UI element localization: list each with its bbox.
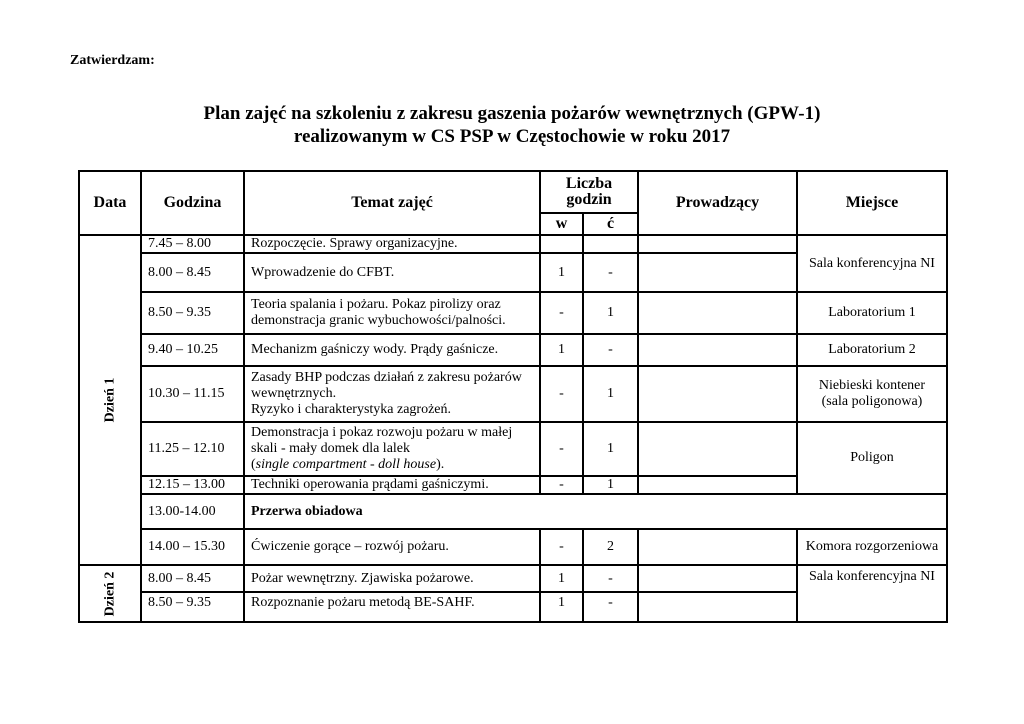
hours-w-cell: 1 (540, 253, 583, 292)
topic-cell: Ćwiczenie gorące – rozwój pożaru. (244, 529, 540, 565)
hours-w-cell: - (540, 292, 583, 334)
schedule-table (78, 170, 948, 623)
time-cell: 8.50 – 9.35 (141, 592, 244, 622)
time-cell: 10.30 – 11.15 (141, 366, 244, 422)
topic-cell: Rozpoczęcie. Sprawy organizacyjne. (244, 235, 540, 253)
instructor-cell (638, 565, 797, 592)
instructor-cell (638, 334, 797, 366)
hours-c-cell: 1 (583, 292, 638, 334)
topic-line: Ryzyko i charakterystyka zagrożeń. (251, 402, 452, 417)
instructor-cell (638, 253, 797, 292)
instructor-cell (638, 592, 797, 622)
instructor-cell (638, 476, 797, 494)
instructor-cell (638, 235, 797, 253)
table-row (79, 235, 947, 253)
time-cell: 9.40 – 10.25 (141, 334, 244, 366)
hours-w-cell: - (540, 529, 583, 565)
header-temat: Temat zajęć (244, 171, 540, 235)
topic-close-paren: ). (436, 457, 445, 472)
time-cell: 7.45 – 8.00 (141, 235, 244, 253)
header-prowadzacy: Prowadzący (638, 171, 797, 235)
topic-line: Zasady BHP podczas działań z zakresu pożarów wewnętrznych. (251, 370, 522, 401)
topic-cell: Pożar wewnętrzny. Zjawiska pożarowe. (244, 565, 540, 592)
hours-w-cell: 1 (540, 565, 583, 592)
approval-label: Zatwierdzam: (70, 53, 155, 68)
table-row (79, 494, 947, 529)
time-cell: 12.15 – 13.00 (141, 476, 244, 494)
hours-c-cell: - (583, 565, 638, 592)
hours-c-cell: - (583, 253, 638, 292)
hours-w-cell (540, 235, 583, 253)
topic-line: Demonstracja i pokaz rozwoju pożaru w małej skali - mały domek dla lalek (251, 425, 513, 456)
table-row (79, 529, 947, 565)
hours-c-cell: 2 (583, 529, 638, 565)
table-row (79, 292, 947, 334)
instructor-cell (638, 529, 797, 565)
header-c: ć (583, 213, 638, 235)
hours-w-cell: - (540, 366, 583, 422)
table-row (79, 422, 947, 476)
topic-cell (244, 366, 540, 422)
day-1-cell (79, 235, 141, 565)
time-cell: 8.50 – 9.35 (141, 292, 244, 334)
header-liczba-godzin: Liczba godzin (540, 171, 638, 213)
topic-cell: Rozpoznanie pożaru metodą BE-SAHF. (244, 592, 540, 622)
instructor-cell (638, 366, 797, 422)
break-cell: Przerwa obiadowa (244, 494, 947, 529)
time-cell: 13.00-14.00 (141, 494, 244, 529)
topic-italic: single compartment - doll house (255, 457, 437, 472)
hours-w-cell: 1 (540, 592, 583, 622)
place-cell: Komora rozgorzeniowa (797, 529, 947, 565)
header-data: Data (79, 171, 141, 235)
place-cell: Sala konferencyjna NI (797, 235, 947, 292)
hours-c-cell: - (583, 592, 638, 622)
topic-cell: Teoria spalania i pożaru. Pokaz pirolizy oraz demonstracja granic wybuchowości/palności. (244, 292, 540, 334)
document-title-line2: realizowanym w CS PSP w Częstochowie w roku 2017 (293, 126, 731, 147)
day-2-cell (79, 565, 141, 622)
table-row (79, 565, 947, 592)
day-1-label: Dzień 1 (102, 377, 117, 423)
time-cell: 8.00 – 8.45 (141, 253, 244, 292)
document-title-line1: Plan zajęć na szkoleniu z zakresu gaszenia pożarów wewnętrznych (GPW-1) (203, 103, 821, 124)
header-w: w (540, 213, 583, 235)
time-cell: 14.00 – 15.30 (141, 529, 244, 565)
header-row (79, 171, 947, 213)
header-godzina: Godzina (141, 171, 244, 235)
topic-cell: Mechanizm gaśniczy wody. Prądy gaśnicze. (244, 334, 540, 366)
place-cell: Sala konferencyjna NI (797, 565, 947, 622)
topic-cell: Wprowadzenie do CFBT. (244, 253, 540, 292)
hours-w-cell: - (540, 476, 583, 494)
time-cell: 8.00 – 8.45 (141, 565, 244, 592)
hours-c-cell: - (583, 334, 638, 366)
hours-w-cell: - (540, 422, 583, 476)
hours-c-cell (583, 235, 638, 253)
hours-c-cell: 1 (583, 476, 638, 494)
header-miejsce: Miejsce (797, 171, 947, 235)
place-cell: Laboratorium 1 (797, 292, 947, 334)
table-row (79, 334, 947, 366)
instructor-cell (638, 292, 797, 334)
table-row (79, 366, 947, 422)
topic-cell: Techniki operowania prądami gaśniczymi. (244, 476, 540, 494)
topic-cell (244, 422, 540, 476)
place-cell: Poligon (797, 422, 947, 494)
hours-c-cell: 1 (583, 422, 638, 476)
place-cell: Niebieski kontener (sala poligonowa) (797, 366, 947, 422)
hours-c-cell: 1 (583, 366, 638, 422)
topic-open-paren: ( (251, 457, 256, 472)
time-cell: 11.25 – 12.10 (141, 422, 244, 476)
instructor-cell (638, 422, 797, 476)
hours-w-cell: 1 (540, 334, 583, 366)
day-2-label: Dzień 2 (102, 571, 117, 616)
place-cell: Laboratorium 2 (797, 334, 947, 366)
